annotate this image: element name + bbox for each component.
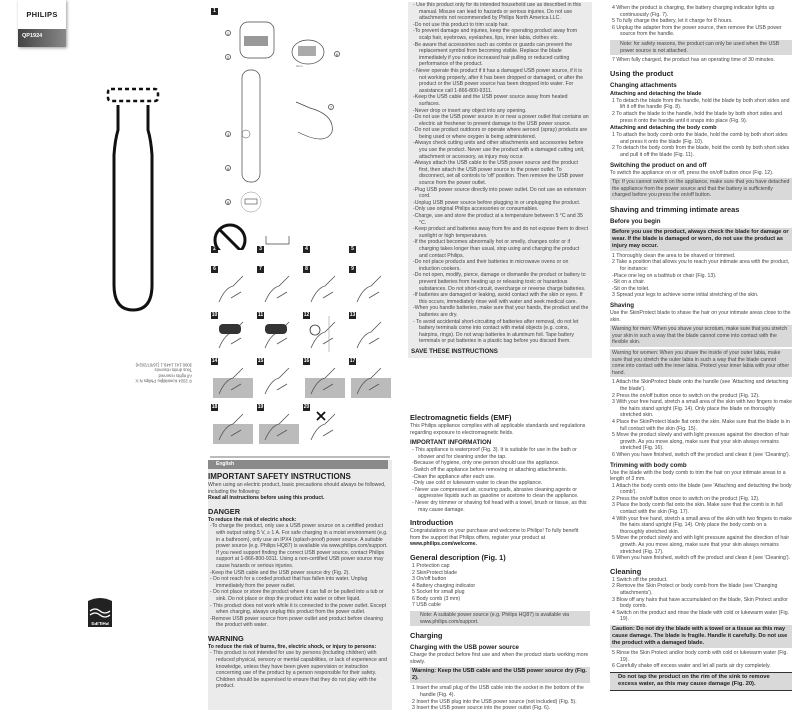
list-item: -Remove USB power source from power outlet and product before cleaning the product with water.: [210, 615, 384, 629]
callout-number: 4: [226, 166, 230, 171]
numbered-step: 3 On/off button: [412, 576, 447, 583]
tip-box: Warning for women: When you shave the inside of your outer labia, make sure that you stretch the outer labia in such a way that the blade cannot come into contact with the inner labia. Protect your inner labia with your other hand.: [610, 349, 792, 377]
minor-heading: Attaching and detaching the blade: [610, 90, 702, 97]
model-number: QP1924: [18, 29, 66, 47]
figure-number: 9: [349, 266, 356, 273]
numbered-step: 2 Press the on/off button once to switch on the product (Fig. 12).: [612, 495, 760, 502]
list-item: -Keep the USB cable and the USB power source away from heated surfaces.: [413, 94, 568, 107]
product-outline-illustration: [100, 85, 170, 315]
svg-text:PHILIPS: PHILIPS: [91, 621, 109, 626]
numbered-step: 4 Switch on the product and rinse the blade with cold or lukewarm water (Fig. 19).: [612, 609, 790, 623]
numbered-step: 1 Attach the SkinProtect blade onto the handle (see 'Attaching and detaching the blade').: [612, 379, 789, 392]
note-box: Note: for safety reasons, the product can only be used when the USB power source is not attached.: [610, 40, 792, 55]
numbered-step: 2 To attach the blade to the handle, hold the blade by both short sides and press it onto the handle until it snaps into place (Fig. 9).: [612, 110, 783, 124]
numbered-step: 7 USB cable: [412, 602, 441, 609]
callout-number: 3: [226, 132, 230, 137]
numbered-step: 1 To detach the blade from the handle, hold the blade by both short sides and lift it off the handle (Fig. 8).: [612, 97, 790, 111]
numbered-step: 1 Switch off the product.: [612, 576, 668, 583]
list-item: -Because of hygiene, only one person should use the appliance.: [412, 460, 560, 467]
numbered-step: 1 Attach the body comb onto the blade (see 'Attaching and detaching the body comb').: [612, 482, 792, 496]
list-item: -Charge, use and store the product at a temperature between 5 °C and 35 °C.: [413, 213, 583, 226]
heading: IMPORTANT SAFETY INSTRUCTIONS: [208, 472, 351, 481]
list-item: -Do not use this product to trim scalp hair.: [413, 21, 509, 28]
list-item: - This appliance is waterproof (Fig. 3). It is suitable for use in the bath or shower and for cleaning under the tap.: [412, 447, 577, 460]
numbered-step: 2 Insert the USB plug into the USB power source (not included) (Fig. 5).: [412, 698, 577, 705]
figure-number: 2: [211, 246, 218, 253]
list-item: - This product does not work while it is connected to the power outlet. Except when charging, always unplug this product from the power outlet.: [210, 602, 387, 616]
list-item: -Sit on the toilet.: [612, 285, 650, 292]
list-item: - Never use compressed air, scouring pads, abrasive cleaning agents or aggressive liquids such as gasoline or acetone to clean the appliance.: [412, 486, 579, 500]
list-item: - Do not reach for a corded product that has fallen into water. Unplug immediately from the power outlet.: [210, 576, 368, 589]
figure-number: 13: [349, 312, 356, 318]
callout-number: 5: [226, 200, 230, 205]
numbered-step: 4 With your free hand, stretch a small area of the skin with two fingers to make the hairs stand upright (Fig. 14). Only place the body comb on a thoroughly stretched skin.: [612, 515, 792, 535]
list-item: -Unplug USB power source before plugging in or unplugging the product.: [413, 199, 581, 206]
subheading: IMPORTANT INFORMATION: [410, 439, 492, 447]
figure-number: 14: [211, 358, 218, 364]
philips-shield-seal: [86, 597, 114, 631]
numbered-step: 5 Move the product slowly and with light pressure against the direction of hair growth. As you move along, make sure that your skin always remains stretched (Fig. 16).: [612, 432, 790, 452]
section-heading: Shaving and trimming intimate areas: [610, 204, 740, 214]
numbered-step: 1 Protection cap: [412, 562, 450, 569]
warning-box: Caution: Do not dry the blade with a towel or a tissue as this may cause damage. The blade is fragile. Handle it carefully. Do not use the product with a damaged blade.: [610, 625, 792, 648]
figure-illustration: [303, 360, 345, 398]
figure-illustration: [257, 360, 299, 398]
callout-number: 6: [335, 52, 339, 57]
bold-paragraph: www.philips.com/welcome.: [410, 541, 477, 548]
tip-box: Warning for men: When you shave your scrotum, make sure that you stretch your skin in such a way that the blade cannot come into contact with the flexible skin.: [610, 325, 792, 347]
numbered-step: 7 When fully charged, the product has an operating time of 30 minutes.: [612, 57, 775, 64]
numbered-step: 2 Take a position that allows you to reach your intimate area with the product, for instance:: [612, 259, 790, 273]
paragraph: To switch the appliance on or off, press the on/off button once (Fig. 12).: [610, 169, 774, 176]
copyright-line: © 2024 Koninklijke Philips N.V.: [134, 378, 192, 384]
warning-box: Warning: Keep the USB cable and the USB power source dry (Fig. 2).: [410, 667, 590, 683]
numbered-step: 1 Thoroughly clean the area to be shaved or trimmed.: [612, 252, 736, 259]
language-tab: English: [208, 460, 388, 469]
list-item: -Be aware that accessories such as combs or guards can prevent the replacement symbol from becoming visible. Replace the blade immediately if you notice increased hair pulling or reduced cutting performance of the product.: [413, 41, 573, 68]
subheading: SAVE THESE INSTRUCTIONS: [411, 347, 498, 355]
callout-number: 2: [226, 55, 230, 60]
paragraph: This Philips appliance complies with all applicable standards and regulations regarding exposure to electromagnetic fields.: [410, 423, 586, 436]
numbered-step: 6 Unplug the adapter from the power source, then remove the USB power source from the handle.: [612, 24, 782, 38]
list-item: - To avoid accidental short-circuiting of batteries after removal, do not let battery terminals come into contact with metal objects (e.g. coins, hairpins, rings). Do not wrap batteries in aluminum foil. Tape battery terminals or put batteries in a plastic bag before you discard them.: [413, 318, 579, 345]
figure-number: 7: [257, 266, 264, 273]
list-item: - Do not place or store the product where it can fall or be pulled into a tub or sink. Do not place or drop the product into water or other liquid.: [210, 589, 384, 602]
subheading: Switching the product on and off: [610, 161, 707, 169]
figure-illustration: [349, 314, 391, 352]
list-item: -Place one leg on a bathtub or chair (Fig. 13).: [612, 272, 717, 279]
numbered-step: 3 Blow off any hairs that have accumulated on the blade, Skin Protect and/or body comb.: [612, 596, 788, 610]
numbered-step: 6 Body comb (3 mm): [412, 595, 461, 602]
numbered-step: 3 Spread your legs to achieve some initial stretching of the skin.: [612, 292, 759, 299]
list-item: - Never dry trimmer or shaving foil head with a towel, brush or tissue, as this may cause damage.: [412, 499, 587, 513]
section-heading: DANGER: [208, 506, 241, 516]
safety-instructions-continued: [408, 2, 592, 358]
numbered-step: 5 Rinse the Skin Protect and/or body comb with cold or lukewarm water (Fig. 19).: [612, 649, 788, 663]
section-heading: WARNING: [208, 633, 244, 643]
paragraph: Use the SkinProtect blade to shave the hair on your intimate areas close to the skin.: [610, 310, 791, 323]
list-item: -Never drop or insert any object into any opening.: [413, 107, 527, 114]
figure-illustration: [303, 268, 345, 306]
figure-number: 12: [303, 312, 310, 318]
figure-illustration: [211, 406, 253, 444]
subheading: Before you begin: [610, 217, 661, 225]
figures-panel: [200, 0, 400, 450]
note-box: Note: A suitable power source (e.g. Philips HQ87) is available via www.philips.com/support.: [410, 611, 590, 626]
numbered-step: 3 Insert the USB power source into the power outlet (Fig. 6).: [412, 705, 551, 712]
section-heading: Using the product: [610, 68, 674, 78]
caution-box: Do not tap the product on the rim of the sink to remove excess water, as this may cause damage (Fig. 20).: [610, 672, 792, 691]
list-item: -To prevent damage and injuries, keep the operating product away from scalp hair, eyebrows, eyelashes, lips, inner labia, clothes etc.: [413, 28, 578, 41]
numbered-step: 6 Carefully shake off excess water and let all parts air dry completely.: [612, 663, 771, 670]
numbered-step: 6 When you have finished, switch off the product and clean it (see 'Cleaning').: [612, 451, 791, 458]
philips-logo: [18, 0, 66, 47]
section-heading: Introduction: [410, 518, 454, 528]
copyright-line: Tous droits réservés: [154, 367, 192, 373]
comb-size-label: 3mm: [296, 64, 303, 68]
bold-paragraph: Read all instructions before using this product.: [208, 495, 325, 502]
safety-instructions-column: [208, 460, 392, 710]
list-item: -Do not use product outdoors or operate where aerosol (spray) products are being used or where oxygen is being administered.: [413, 127, 588, 140]
figure-illustration: [303, 406, 345, 444]
paragraph: Charge the product before first use and when the product starts working more slowly.: [410, 652, 589, 665]
numbered-step: 1 Insert the small plug of the USB cable into the socket in the bottom of the handle (Fig. 4).: [412, 685, 584, 699]
information-column: [410, 408, 590, 712]
numbered-step: 5 Move the product slowly and with light pressure against the direction of hair growth. As you move along, make sure that your skin always remains stretched (Fig. 17).: [612, 535, 790, 555]
numbered-step: 4 Battery charging indicator: [412, 582, 476, 589]
figure-number: 19: [257, 404, 264, 410]
list-item: - This product is not intended for use by persons (including children) with reduced physical, sensory or mental capabilities, or lack of experience and knowledge, unless they have been given supervision or instruction concerning use of the product by a person responsible for their safety. Children should be supervised to ensure that they do not play with the product.: [210, 650, 387, 690]
list-item: -When you handle batteries, make sure that your hands, the product and the batteries are dry.: [413, 305, 589, 318]
figure-number: 15: [257, 358, 264, 364]
list-item: - Use this product only for its intended household use as described in this manual. Misuse can lead to hazards or serious injuries. Do not use attachments not recommended by Philips North America LLC.: [413, 2, 582, 22]
section-heading: Cleaning: [610, 566, 642, 576]
subheading: Shaving: [610, 302, 635, 310]
figure-number: 4: [303, 246, 310, 253]
numbered-step: 2 Press the on/off button once to switch on the product (Fig. 12).: [612, 392, 760, 399]
brand-name: PHILIPS: [18, 0, 66, 29]
figure-illustration: [349, 268, 391, 306]
numbered-step: 2 SkinProtect blade: [412, 569, 457, 576]
figure-number: 3: [257, 246, 264, 253]
copyright-line: All rights reserved: [158, 373, 192, 379]
subheading: Charging with the USB power source: [410, 644, 519, 652]
copyright-line: 3000.141.1449.1 (16/07/2024): [135, 362, 192, 368]
numbered-step: 4 Place the SkinProtect blade flat onto the skin. Make sure that the blade is in full contact with the skin (Fig. 15).: [612, 418, 790, 432]
list-item: -Switch off the appliance before removing or attaching attachments.: [412, 466, 568, 473]
list-item: -Keep the USB cable and the USB power source dry (Fig. 2).: [210, 569, 350, 576]
figure-illustration: [211, 360, 253, 398]
list-item: -Plug USB power source directly into power outlet. Do not use an extension cord.: [413, 186, 587, 200]
divider: [210, 456, 390, 458]
warning-box: Before you use the product, always check the blade for damage or wear. If the blade is damaged or worn, do not use the product as injury may occur.: [610, 228, 792, 251]
figure-number: 18: [211, 404, 218, 410]
usage-column: [610, 5, 792, 691]
list-item: - Never operate this product if it has a damaged USB power source, if it is not working properly, after it has been dropped or damaged, or after the product or the USB power source has been dropped into water. For assistance call 1-866-800-9311.: [413, 67, 583, 94]
list-item: -Do not use the USB power source in or near a power outlet that contains an electric air freshener to prevent damage to the USB power source.: [413, 114, 589, 127]
list-item: -If the product becomes abnormally hot or smelly, changes color or if charging takes longer than usual, stop using and charging the product and contact Philips.: [413, 239, 580, 259]
figure-number: 1: [211, 8, 218, 15]
numbered-step: 5 Socket for small plug: [412, 589, 465, 596]
tip-box: Tip: If you cannot switch on the appliance, make sure that you have detached the appliance from the power source and that the battery is sufficiently charged before you press the on/off button.: [610, 178, 792, 200]
list-item: -Keep product and batteries away from fire and do not expose them to direct sunlight or high temperatures.: [413, 226, 589, 239]
paragraph: Congratulations on your purchase and welcome to Philips! To fully benefit from the support that Philips offers, register your product at: [410, 528, 579, 541]
figure-illustration: [257, 268, 299, 306]
numbered-step: 2 To detach the body comb from the blade, hold the comb by both short sides and pull it off the blade (Fig. 11).: [612, 145, 790, 158]
section-heading: Charging: [410, 631, 443, 641]
figure-illustration: [349, 360, 391, 398]
figure-illustration: [257, 314, 299, 352]
list-item: -Sit on a chair.: [612, 279, 646, 286]
list-item: -Always attach the USB cable to the USB power source and the product first, then attach the USB power source to the power outlet. To disconnect, set all controls to 'off' position. Then remove the USB power source from the power outlet.: [413, 160, 584, 187]
subheading: Trimming with body comb: [610, 461, 687, 469]
callout-number: 7: [329, 105, 333, 110]
figure-number: 6: [211, 266, 218, 273]
figure-number: 16: [303, 358, 310, 364]
list-item: -Do not place products and their batteries in microwave ovens or on induction cookers.: [413, 259, 569, 272]
figure-1-product-overview: [200, 0, 400, 250]
figure-number: 5: [349, 246, 356, 253]
numbered-step: 4 When the product is charging, the battery charging indicator lights up continuously (Fig. 7).: [612, 5, 775, 18]
section-heading: Electromagnetic fields (EMF): [410, 413, 512, 422]
figure-illustration: [211, 268, 253, 306]
bold-paragraph: To reduce the risk of electric shock:: [208, 516, 297, 523]
bold-paragraph: To reduce the risk of burns, fire, electric shock, or injury to persons:: [208, 643, 377, 650]
numbered-step: 2 Remove the Skin Protect or body comb from the blade (see 'Changing attachments').: [612, 583, 778, 596]
list-item: -Always check cutting units and other attachments and accessories before you use the product. Never use the product with a damaged cutting unit, attachment or accessory, as injury may occur.: [413, 140, 585, 160]
copyright-block: [110, 362, 192, 384]
figure-number: 17: [349, 358, 356, 364]
subheading: Changing attachments: [610, 81, 677, 89]
numbered-step: 6 When you have finished, switch off the product and clean it (see 'Cleaning').: [612, 555, 791, 562]
figure-illustration: [257, 406, 299, 444]
list-item: -Clean the appliance after each use.: [412, 473, 496, 480]
numbered-step: 3 With your free hand, stretch a small area of the skin with two fingers to make the hairs stand upright (Fig. 14). Only place the blade on thoroughly stretched skin.: [612, 399, 792, 419]
minor-heading: Attaching and detaching the body comb: [610, 125, 717, 132]
list-item: -If batteries are damaged or leaking, avoid contact with the skin or eyes. If this occurs, immediately rinse well with water and seek medical care.: [413, 292, 583, 305]
numbered-step: 1 To attach the body comb onto the blade, hold the comb by both short sides and press it onto the blade (Fig. 10).: [612, 132, 788, 145]
paragraph: When using an electric product, basic precautions should always be followed, including the following:: [208, 482, 386, 495]
numbered-step: 3 Place the body comb flat onto the skin. Make sure that the comb is in full contact with the skin (Fig. 17).: [612, 502, 783, 516]
figure-number: 8: [303, 266, 310, 273]
figure-number: 10: [211, 312, 218, 318]
callout-number: 1: [226, 31, 230, 36]
figure-illustration: [211, 314, 253, 352]
list-item: -Only use cold or lukewarm water to clean the appliance.: [412, 480, 543, 487]
figure-number: 20: [303, 404, 310, 410]
list-item: -Only use original Philips accessories or consumables.: [413, 206, 539, 213]
figure-illustration: [303, 314, 345, 352]
numbered-step: 5 To fully charge the battery, let it charge for 8 hours.: [612, 18, 733, 25]
paragraph: Use the blade with the body comb to trim the hair on your intimate areas to a length of 3 mm.: [610, 469, 786, 483]
list-item: -To charge the product, only use a USB power source on a certified product with output rating 5 V, ≥ 1 A. For safe charging in a moist environment (e.g. in a bathroom), only use an IPX4 (splash-proof) power source. A suitable power source (e.g. Philips HQ87) is available via www.philips.com/support. If you need support finding the correct USB power source, contact Philips support at 1-866-800-9311. Using a non-certified USB power source may cause hazards or serious injuries.: [210, 523, 388, 569]
list-item: -Do not open, modify, pierce, damage or dismantle the product or battery to prevent batteries from heating up or releasing toxic or hazardous substances. Do not short-circuit, overcharge or reverse charge batteries.: [413, 272, 586, 292]
figure-number: 11: [257, 312, 264, 318]
section-heading: General description (Fig. 1): [410, 552, 506, 562]
